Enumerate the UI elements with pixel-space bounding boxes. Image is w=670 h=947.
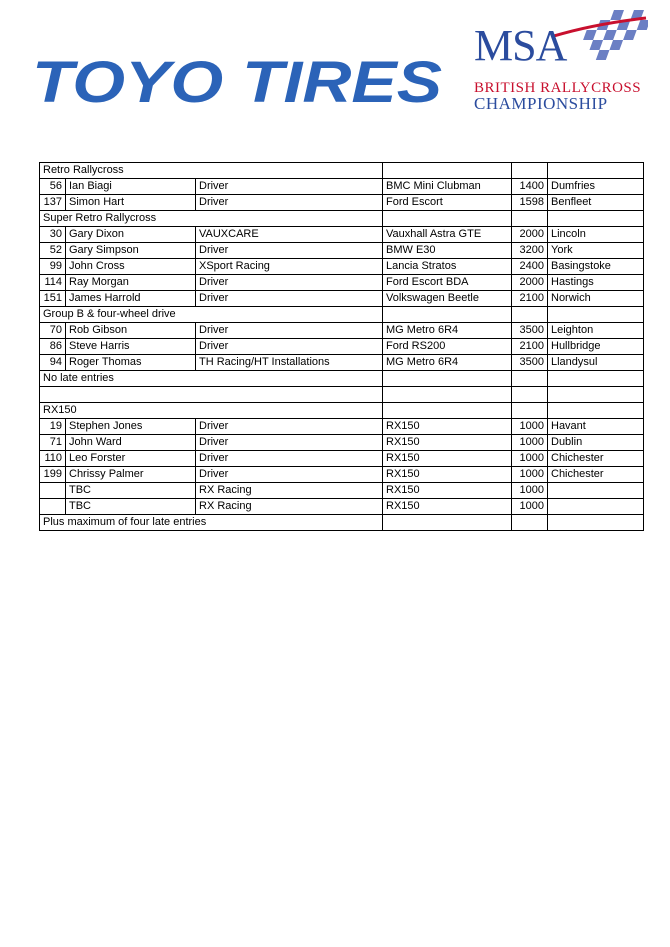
empty-cell — [383, 211, 512, 227]
entrant-team: Driver — [196, 275, 383, 291]
entry-row — [40, 195, 644, 211]
class-header-row — [40, 515, 644, 531]
driver-name: Gary Simpson — [66, 243, 196, 259]
engine-cc: 3200 — [512, 243, 548, 259]
home-town: Havant — [548, 419, 644, 435]
entry-row — [40, 435, 644, 451]
car-model: BMC Mini Clubman — [383, 179, 512, 195]
class-header-label: Group B & four-wheel drive — [40, 307, 383, 323]
driver-name: James Harrold — [66, 291, 196, 307]
entrant-team: VAUXCARE — [196, 227, 383, 243]
entrant-team: Driver — [196, 195, 383, 211]
toyo-logo-text: TOYO TIRES — [32, 52, 443, 108]
entry-row — [40, 291, 644, 307]
empty-cell — [40, 387, 383, 403]
car-number — [40, 499, 66, 515]
entrant-team: Driver — [196, 435, 383, 451]
entry-row — [40, 259, 644, 275]
driver-name: TBC — [66, 499, 196, 515]
driver-name: Ian Biagi — [66, 179, 196, 195]
entry-row — [40, 323, 644, 339]
entrant-team: Driver — [196, 179, 383, 195]
car-number: 94 — [40, 355, 66, 371]
empty-cell — [548, 515, 644, 531]
driver-name: Stephen Jones — [66, 419, 196, 435]
class-header-label: Plus maximum of four late entries — [40, 515, 383, 531]
msa-logo-text: MSA — [474, 21, 567, 70]
home-town: Basingstoke — [548, 259, 644, 275]
empty-cell — [512, 307, 548, 323]
car-number: 19 — [40, 419, 66, 435]
home-town: Chichester — [548, 451, 644, 467]
engine-cc: 1598 — [512, 195, 548, 211]
entry-row — [40, 243, 644, 259]
car-model: Ford RS200 — [383, 339, 512, 355]
empty-cell — [383, 403, 512, 419]
empty-cell — [512, 387, 548, 403]
car-model: Ford Escort — [383, 195, 512, 211]
driver-name: John Cross — [66, 259, 196, 275]
class-header-row — [40, 403, 644, 419]
entrant-team: Driver — [196, 323, 383, 339]
entry-row — [40, 499, 644, 515]
empty-cell — [548, 307, 644, 323]
entrant-team: RX Racing — [196, 499, 383, 515]
entry-row — [40, 355, 644, 371]
engine-cc: 2000 — [512, 227, 548, 243]
entrant-team: XSport Racing — [196, 259, 383, 275]
home-town: Dumfries — [548, 179, 644, 195]
entry-row — [40, 451, 644, 467]
engine-cc: 1000 — [512, 451, 548, 467]
driver-name: Steve Harris — [66, 339, 196, 355]
empty-cell — [512, 211, 548, 227]
empty-cell — [512, 371, 548, 387]
entrant-team: TH Racing/HT Installations — [196, 355, 383, 371]
msa-subtitle-2: CHAMPIONSHIP — [474, 94, 608, 113]
empty-cell — [548, 403, 644, 419]
car-number: 52 — [40, 243, 66, 259]
blank-row — [40, 387, 644, 403]
car-model: Lancia Stratos — [383, 259, 512, 275]
empty-cell — [383, 387, 512, 403]
car-number: 70 — [40, 323, 66, 339]
home-town: Lincoln — [548, 227, 644, 243]
entry-row — [40, 339, 644, 355]
driver-name: TBC — [66, 483, 196, 499]
home-town — [548, 499, 644, 515]
engine-cc: 1000 — [512, 499, 548, 515]
home-town: York — [548, 243, 644, 259]
entrant-team: RX Racing — [196, 483, 383, 499]
entry-row — [40, 179, 644, 195]
car-model: MG Metro 6R4 — [383, 355, 512, 371]
entrant-team: Driver — [196, 467, 383, 483]
car-model: Vauxhall Astra GTE — [383, 227, 512, 243]
chequered-flag-icon — [554, 10, 648, 80]
car-model: RX150 — [383, 467, 512, 483]
car-number: 56 — [40, 179, 66, 195]
home-town: Llandysul — [548, 355, 644, 371]
driver-name: Leo Forster — [66, 451, 196, 467]
car-number: 110 — [40, 451, 66, 467]
class-header-label: Retro Rallycross — [40, 163, 383, 179]
driver-name: Ray Morgan — [66, 275, 196, 291]
home-town: Hullbridge — [548, 339, 644, 355]
entrant-team: Driver — [196, 243, 383, 259]
driver-name: Gary Dixon — [66, 227, 196, 243]
engine-cc: 1000 — [512, 467, 548, 483]
empty-cell — [548, 371, 644, 387]
car-number: 30 — [40, 227, 66, 243]
empty-cell — [512, 403, 548, 419]
empty-cell — [383, 307, 512, 323]
entrant-team: Driver — [196, 451, 383, 467]
car-number: 199 — [40, 467, 66, 483]
entry-row — [40, 275, 644, 291]
entrant-team: Driver — [196, 339, 383, 355]
entrant-team: Driver — [196, 419, 383, 435]
driver-name: Simon Hart — [66, 195, 196, 211]
engine-cc: 1000 — [512, 419, 548, 435]
home-town: Leighton — [548, 323, 644, 339]
msa-subtitle-1: BRITISH RALLYCROSS — [474, 80, 642, 96]
home-town — [548, 483, 644, 499]
car-number: 71 — [40, 435, 66, 451]
class-header-label: Super Retro Rallycross — [40, 211, 383, 227]
entry-list-table — [39, 162, 644, 531]
car-model: BMW E30 — [383, 243, 512, 259]
home-town: Benfleet — [548, 195, 644, 211]
car-model: MG Metro 6R4 — [383, 323, 512, 339]
home-town: Dublin — [548, 435, 644, 451]
car-number: 114 — [40, 275, 66, 291]
car-model: RX150 — [383, 499, 512, 515]
car-number: 137 — [40, 195, 66, 211]
empty-cell — [548, 163, 644, 179]
empty-cell — [383, 371, 512, 387]
toyo-tires-logo — [28, 52, 448, 108]
empty-cell — [512, 515, 548, 531]
class-header-label: RX150 — [40, 403, 383, 419]
home-town: Norwich — [548, 291, 644, 307]
empty-cell — [512, 163, 548, 179]
engine-cc: 2100 — [512, 339, 548, 355]
entry-row — [40, 419, 644, 435]
engine-cc: 1000 — [512, 435, 548, 451]
driver-name: John Ward — [66, 435, 196, 451]
empty-cell — [383, 515, 512, 531]
class-header-label: No late entries — [40, 371, 383, 387]
car-model: RX150 — [383, 483, 512, 499]
car-number — [40, 483, 66, 499]
engine-cc: 2000 — [512, 275, 548, 291]
engine-cc: 2100 — [512, 291, 548, 307]
empty-cell — [383, 163, 512, 179]
entry-row — [40, 227, 644, 243]
class-header-row — [40, 163, 644, 179]
engine-cc: 3500 — [512, 355, 548, 371]
driver-name: Chrissy Palmer — [66, 467, 196, 483]
car-number: 151 — [40, 291, 66, 307]
driver-name: Roger Thomas — [66, 355, 196, 371]
empty-cell — [548, 387, 644, 403]
engine-cc: 2400 — [512, 259, 548, 275]
toyo-tires-logo-graphic — [28, 52, 448, 108]
driver-name: Rob Gibson — [66, 323, 196, 339]
entry-row — [40, 467, 644, 483]
car-model: RX150 — [383, 419, 512, 435]
empty-cell — [548, 211, 644, 227]
car-model: RX150 — [383, 451, 512, 467]
entry-row — [40, 483, 644, 499]
car-number: 99 — [40, 259, 66, 275]
class-header-row — [40, 211, 644, 227]
engine-cc: 1000 — [512, 483, 548, 499]
car-model: Ford Escort BDA — [383, 275, 512, 291]
msa-championship-logo — [470, 10, 648, 113]
car-number: 86 — [40, 339, 66, 355]
engine-cc: 3500 — [512, 323, 548, 339]
engine-cc: 1400 — [512, 179, 548, 195]
class-header-row — [40, 371, 644, 387]
home-town: Hastings — [548, 275, 644, 291]
car-model: RX150 — [383, 435, 512, 451]
entrant-team: Driver — [196, 291, 383, 307]
class-header-row — [40, 307, 644, 323]
car-model: Volkswagen Beetle — [383, 291, 512, 307]
home-town: Chichester — [548, 467, 644, 483]
